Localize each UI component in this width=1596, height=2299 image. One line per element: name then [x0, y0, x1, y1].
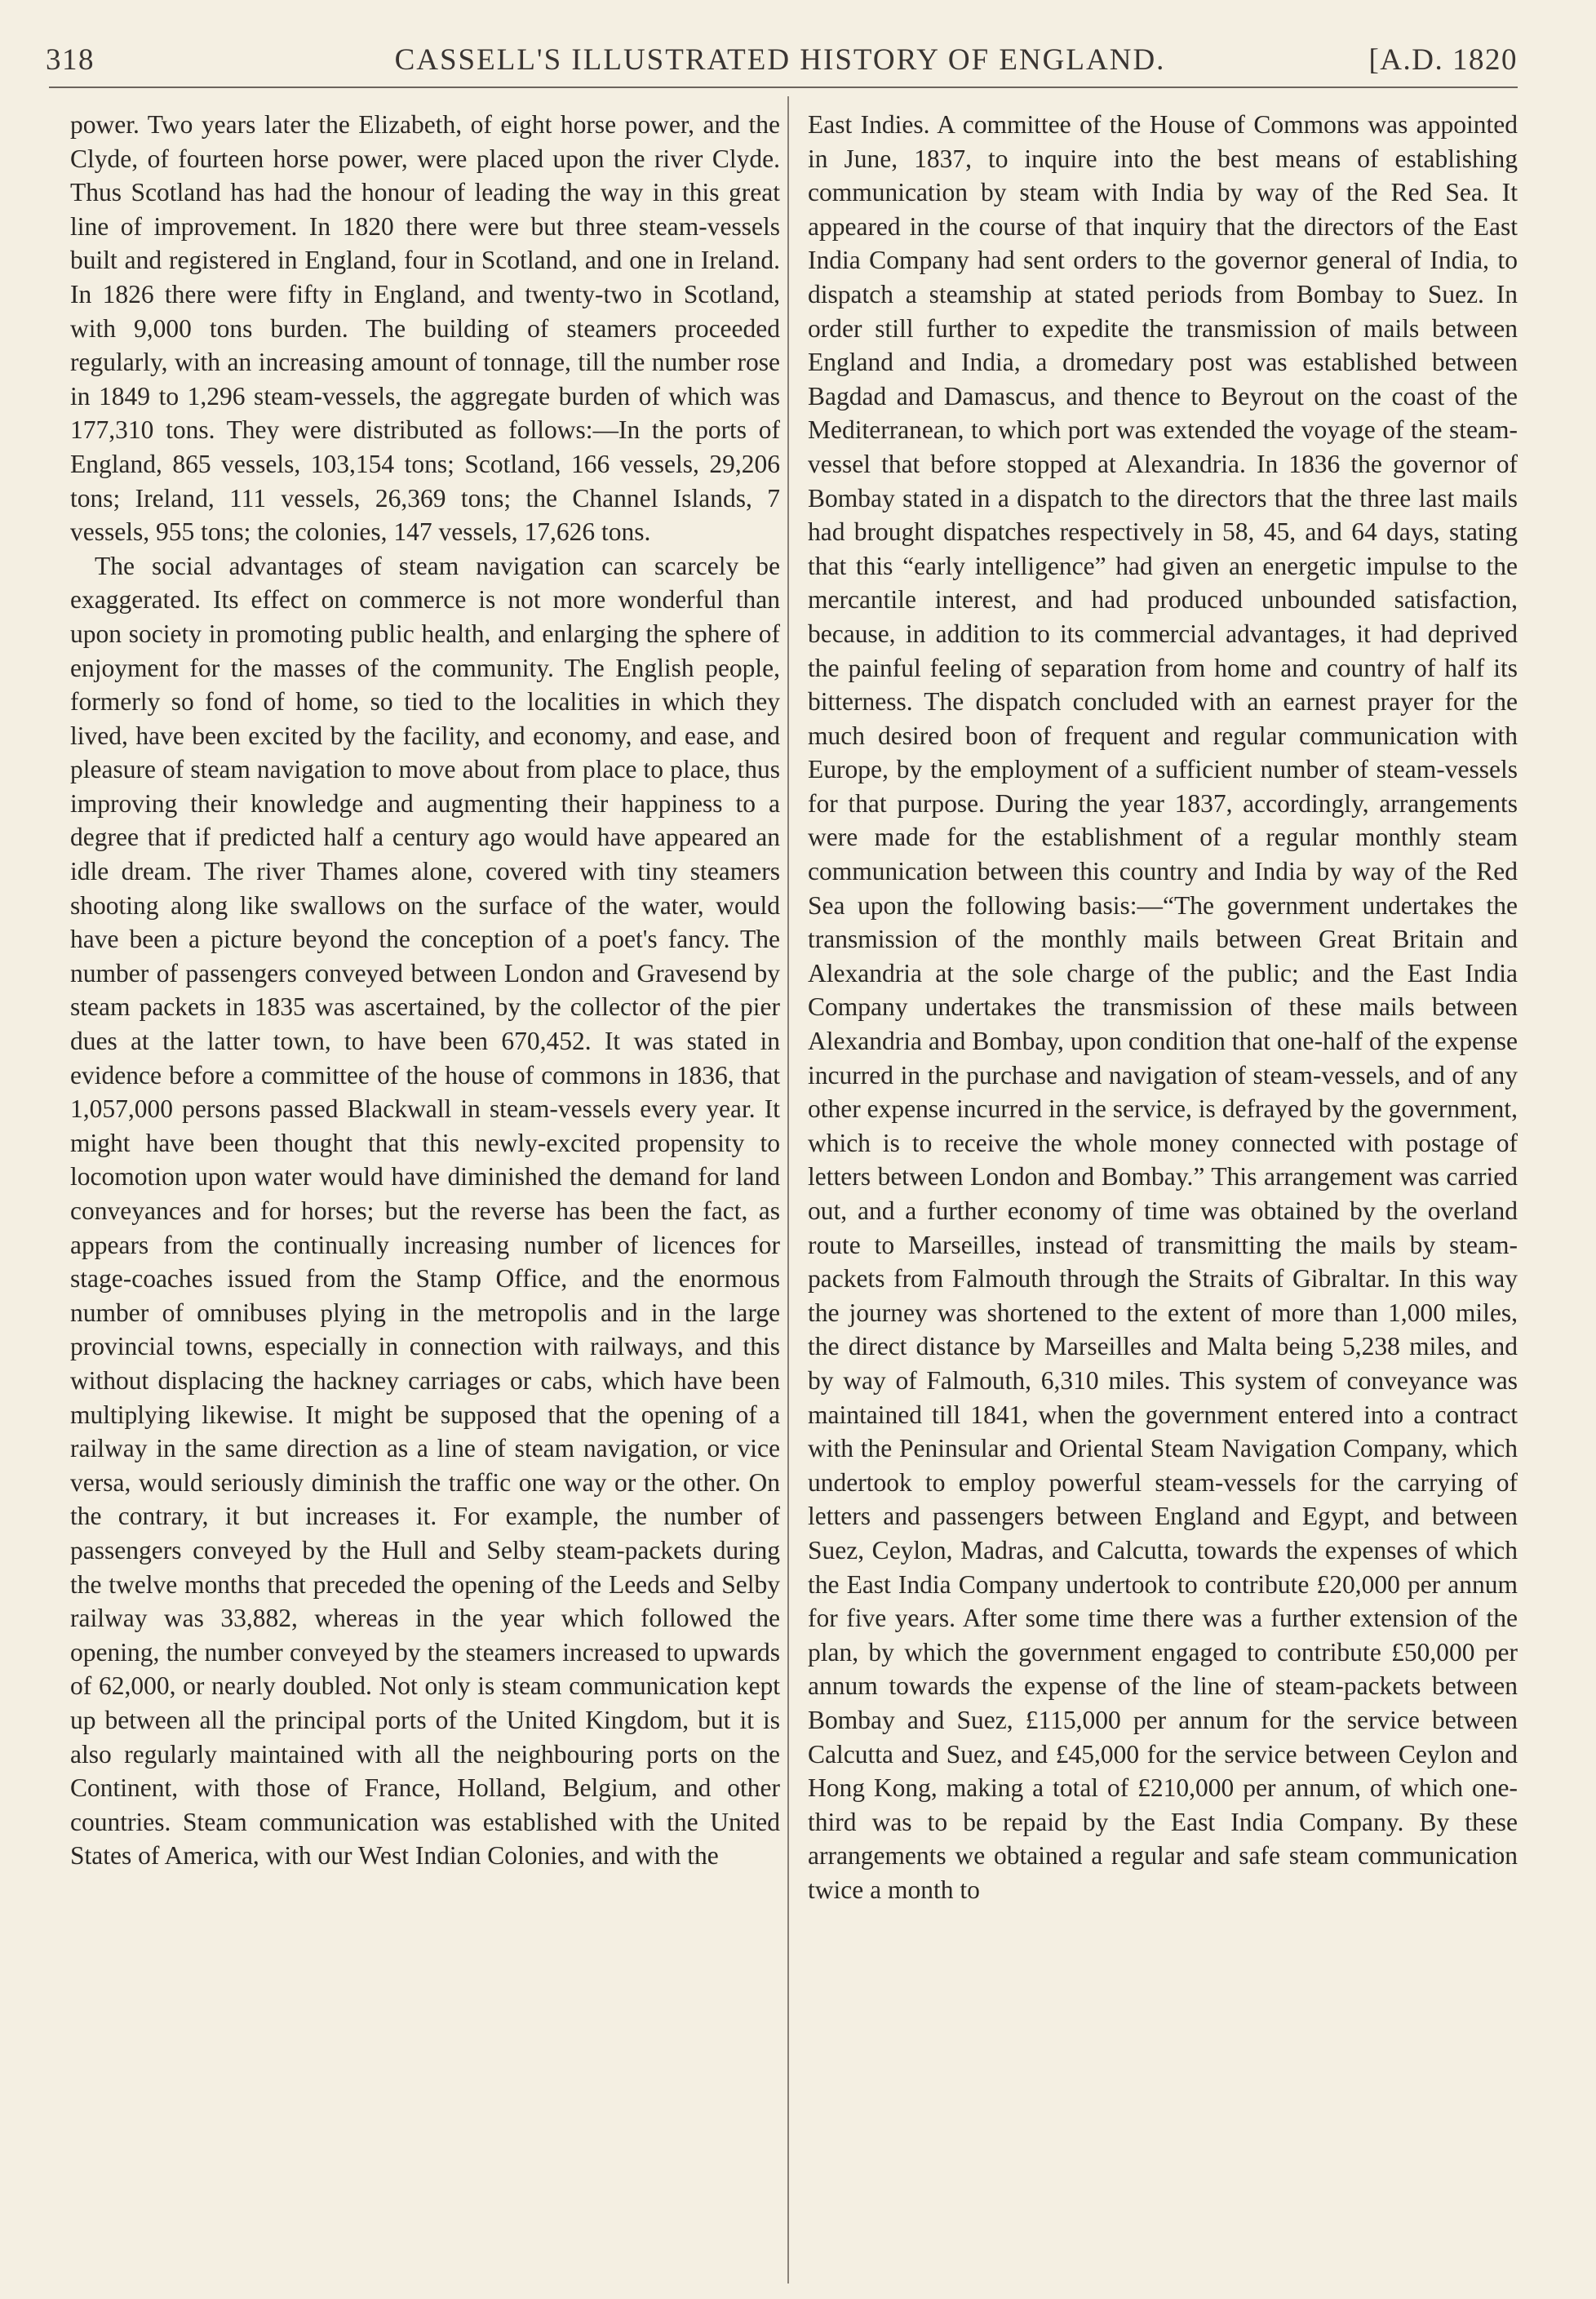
header-year: [A.D. 1820: [1368, 43, 1518, 77]
right-column: [808, 108, 1518, 2279]
left-column: [70, 108, 780, 2279]
left-paragraph-1: power. Two years later the Elizabeth, of eight horse power, and the Clyde, of fourteen horse power, were placed upon the river Clyde. Thus Scotland has had the honour of leading the way in this great line of improvement. In 1820 there were but three steam-vessels built and registered in England, four in Scotland, and one in Ireland. In 1826 there were fifty in England, and twenty-two in Scotland, with 9,000 tons burden. The building of steamers proceeded regularly, with an increasing amount of tonnage, till the number rose in 1849 to 1,296 steam-vessels, the aggregate burden of which was 177,310 tons. They were distributed as follows:—In the ports of England, 865 vessels, 103,154 tons; Scotland, 166 vessels, 29,206 tons; Ireland, 111 vessels, 26,369 tons; the Channel Islands, 7 vessels, 955 tons; the colonies, 147 vessels, 17,626 tons.: [70, 110, 780, 547]
right-paragraph-1: East Indies. A committee of the House of Commons was appointed in June, 1837, to inquire into the best means of establishing communication by steam with India by way of the Red Sea. It appeared in the course of that inquiry that the directors of the East India Company had sent orders to the governor general of India, to dispatch a steamship at stated periods from Bombay to Suez. In order still further to expedite the transmission of mails between England and India, a dromedary post was established between Bagdad and Damascus, and thence to Beyrout on the coast of the Mediterranean, to which port was extended the voyage of the steam-vessel that before stopped at Alexandria. In 1836 the governor of Bombay stated in a dispatch to the directors that the three last mails had brought dispatches respectively in 58, 45, and 64 days, stating that this “early intelligence” had given an energetic impulse to the mercantile interest, and had produced unbounded satisfaction, because, in addition to its commercial advantages, it had deprived the painful feeling of separation from home and country of half its bitterness. The dispatch concluded with an earnest prayer for the much desired boon of frequent and regular communication with Europe, by the employment of a sufficient number of steam-vessels for that purpose. During the year 1837, accordingly, arrangements were made for the establishment of a regular monthly steam communication between this country and India by way of the Red Sea upon the following basis:—“The government undertakes the transmission of the monthly mails between Great Britain and Alexandria at the sole charge of the public; and the East India Company undertakes the transmission of these mails between Alexandria and Bombay, upon condition that one-half of the expense incurred in the purchase and navigation of steam-vessels, and of any other expense incurred in the service, is defrayed by the government, which is to receive the whole money connected with postage of letters between London and Bombay.” This arrangement was carried out, and a further economy of time was obtained by the overland route to Marseilles, instead of transmitting the mails by steam-packets from Falmouth through the Straits of Gibraltar. In this way the journey was shortened to the extent of more than 1,000 miles, the direct distance by Marseilles and Malta being 5,238 miles, and by way of Falmouth, 6,310 miles. This system of conveyance was maintained till 1841, when the government entered into a contract with the Peninsular and Oriental Steam Navigation Company, which undertook to employ powerful steam-vessels for the carrying of letters and passengers between England and Egypt, and between Suez, Ceylon, Madras, and Calcutta, towards the expenses of which the East India Company undertook to contribute £20,000 per annum for five years. After some time there was a further extension of the plan, by which the government engaged to contribute £50,000 per annum towards the expense of the line of steam-packets between Bombay and Suez, £115,000 per annum for the service between Calcutta and Suez, and £45,000 for the service between Ceylon and Hong Kong, making a total of £210,000 per annum, of which one-third was to be repaid by the East India Company. By these arrangements we obtained a regular and safe steam communication twice a month to: [808, 110, 1518, 1904]
header-rule: [49, 87, 1518, 88]
column-divider: [787, 96, 789, 2283]
running-title: CASSELL'S ILLUSTRATED HISTORY OF ENGLAND.: [394, 43, 1166, 77]
page-number: 318: [46, 43, 95, 77]
running-header: [46, 42, 1518, 80]
left-paragraph-2: The social advantages of steam navigation can scarcely be exaggerated. Its effect on commerce is not more wonderful than upon society in promoting public health, and enlarging the sphere of enjoyment for the masses of the community. The English people, formerly so fond of home, so tied to the localities in which they lived, have been excited by the facility, and economy, and ease, and pleasure of steam navigation to move about from place to place, thus improving their knowledge and augmenting their happiness to a degree that if predicted half a century ago would have appeared an idle dream. The river Thames alone, covered with tiny steamers shooting along like swallows on the surface of the water, would have been a picture beyond the conception of a poet's fancy. The number of passengers conveyed between London and Gravesend by steam packets in 1835 was ascertained, by the collector of the pier dues at the latter town, to have been 670,452. It was stated in evidence before a committee of the house of commons in 1836, that 1,057,000 persons passed Blackwall in steam-vessels every year. It might have been thought that this newly-excited propensity to locomotion upon water would have diminished the demand for land conveyances and for horses; but the reverse has been the fact, as appears from the continually increasing number of licences for stage-coaches issued from the Stamp Office, and the enormous number of omnibuses plying in the metropolis and in the large provincial towns, especially in connection with railways, and this without displacing the hackney carriages or cabs, which have been multiplying likewise. It might be supposed that the opening of a railway in the same direction as a line of steam navigation, or vice versa, would seriously diminish the traffic one way or the other. On the contrary, it but increases it. For example, the number of passengers conveyed by the Hull and Selby steam-packets during the twelve months that preceded the opening of the Leeds and Selby railway was 33,882, whereas in the year which followed the opening, the number conveyed by the steamers increased to upwards of 62,000, or nearly doubled. Not only is steam communication kept up between all the principal ports of the United Kingdom, but it is also regularly maintained with all the neighbouring ports on the Continent, with those of France, Holland, Belgium, and other countries. Steam communication was established with the United States of America, with our West Indian Colonies, and with the: [70, 551, 780, 1871]
